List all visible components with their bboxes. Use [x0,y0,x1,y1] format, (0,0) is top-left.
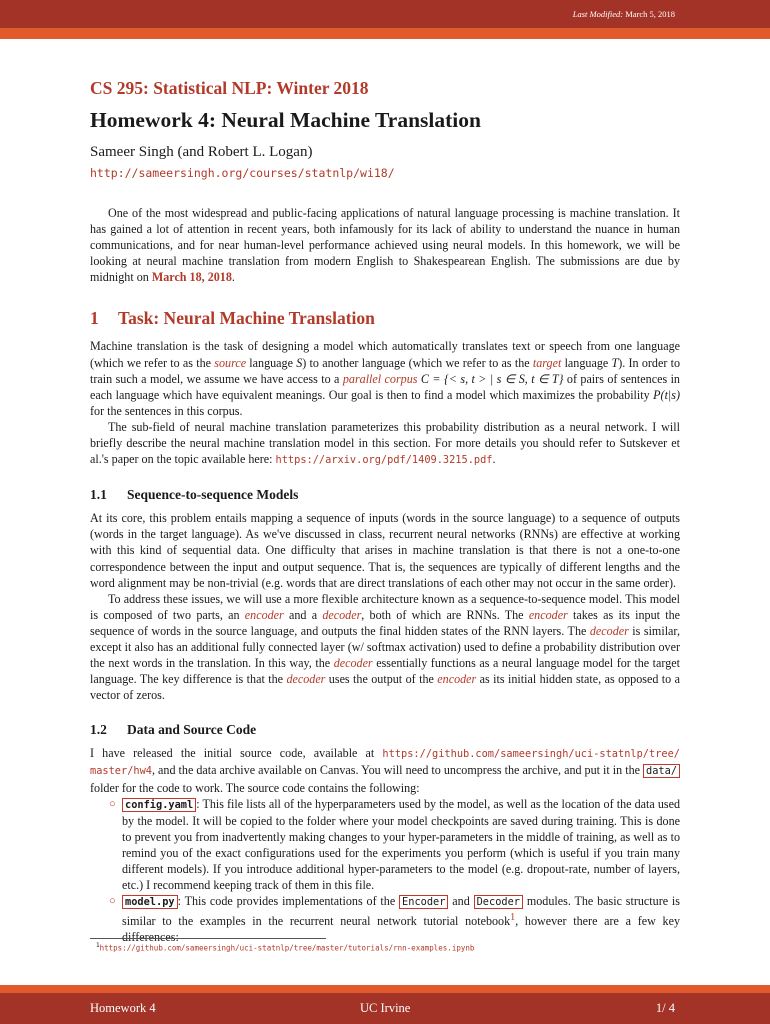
homework-title: Homework 4: Neural Machine Translation [90,108,481,132]
footnote: $^1$https://github.com/sameersingh/uci-statnlp/tree/master/tutorials/rnn-examples.ipynb [96,942,475,953]
header-bar [0,0,770,28]
footnote-link[interactable]: https://github.com/sameersingh/uci-statnlp/tree/master/tutorials/rnn-examples.ipynb [99,943,475,953]
model-file-code: model.py [122,895,178,909]
footnote-divider [90,938,326,939]
course-url-link[interactable]: http://sameersingh.org/courses/statnlp/wi18/ [90,166,395,180]
section-1-1-paragraph-2: To address these issues, we will use a more flexible architecture known as a sequence-to-sequence model. This model is composed of two parts, an encoder and a decoder, both of which are RNNs. The encoder takes as its input the sequence of words in the source language, and outputs the final hidden states of the RNN layers. The decoder is similar, except it also has an additional fully connected layer (w/ softmax activation) used to define a probability distribution over the next words in the translation. In this way, the decoder essentially functions as a neural language model for the target language. The key difference is that the decoder uses the output of the encoder as its initial hidden state, as opposed to a vector of zeros. [90,591,681,703]
authors: Sameer Singh (and Robert L. Logan) [90,144,313,160]
data-folder-code: data/ [643,764,680,778]
section-1-heading: 1 Task: Neural Machine Translation [90,308,375,329]
bullet-icon: ○ [109,797,116,810]
decoder-code: Decoder [474,895,523,909]
footer-center: UC Irvine [360,1001,411,1015]
footer-page-number: 1/ 4 [655,1001,675,1015]
list-item: ○ model.py : This code provides implementations of the Encoder and Decoder modules. The basic structure is similar to the examples in the recurrent neural network tutorial notebook$^1$, however there are a few key differences: [109,894,680,945]
section-1-paragraph-1: Machine translation is the task of designing a model which automatically translates text or speech from one language (which we refer to as the source language S) to another language (which we refer to as the target language T). In order to train such a model, we assume we have access to a parallel corpus C = {< s, t > | s ∈ S, t ∈ T} of pairs of sentences in each language which have equivalent meanings. Our goal is then to find a model which maximizes the probability P(t|s) for the sentences in this corpus. [90,339,681,418]
list-item: ○ config.yaml : This file lists all of the hyperparameters used by the model, as well as the location of the data used by the model. It will be copied to the folder where your model checkpoints are saved during training. This is done to prevent you from inadvertently making changes to your hyper-parameters in the middle of training, as well as to remind you of the exact configurations used for the experiments you perform (which is useful if you train many different models). If you introduce additional hyper-parameters to the model (e.g. dropout-rate, number of layers, etc.) I recommend keeping track of them in this file. [109,796,680,893]
intro-paragraph: One of the most widespread and public-facing applications of natural language processing is machine translation. It has gained a lot of attention in recent years, both infamously for its lack of ability to understand the nuance in human communications, and for near human-level performance achieved using neural models. In this homework, we will be looking at neural machine translation from modern English to Shakespearean English. The submissions are due by midnight on March 18, 2018. [90,206,680,285]
footnote-mark[interactable]: 1 [510,912,516,924]
bullet-icon: ○ [109,895,116,908]
corpus-formula: C = {< s, t > | s ∈ S, t ∈ T} [420,371,564,386]
section-1-2-paragraph-1: I have released the initial source code, available at https://github.com/sameersingh/uci-statnlp/tree/ master/hw4, and the data archive available on Canvas. You will need to uncompress the archive, and put it in the data/ folder for the code to work. The source code contains the following: [90,746,680,795]
footer-stripe [0,985,770,993]
arxiv-link[interactable]: https://arxiv.org/pdf/1409.3215.pdf [275,454,493,467]
document-body [90,76,680,946]
source-file-list [90,796,680,946]
section-1-paragraph-2: The sub-field of neural machine translation parameterizes this probability distribution as a neural network. I will briefly describe the neural machine translation model in this section. For more details you should refer to Sutskever et al.'s paper on the topic available here: https://arxiv.org/pdf/1409.3215.pdf. [90,419,680,467]
config-file-code: config.yaml [122,798,196,812]
last-modified: Last Modified: March 5, 2018 [572,9,675,19]
section-1-1-heading: 1.1 Sequence-to-sequence Models [90,487,299,503]
section-1-1-paragraph-1: At its core, this problem entails mapping a sequence of inputs (words in the source language) to a sequence of outputs (words in the target language). As we've discussed in class, recurrent neural networks (RNNs) are effective at working with this kind of sequential data. One difficulty that arises in machine translation is that there is not a one-to-one correspondence between the input and output sequence. That is, the sequences are typically of different lengths and the word alignment may be non-trivial (e.g. words that are direct translations of each other may not occur in the same order). [90,511,680,590]
encoder-code: Encoder [399,895,448,909]
course-title: CS 295: Statistical NLP: Winter 2018 [90,78,369,98]
footer-bar [0,993,770,1024]
footer-left: Homework 4 [90,1001,156,1015]
header-stripe [0,28,770,39]
section-1-2-heading: 1.2 Data and Source Code [90,722,257,738]
due-date: March 18, 2018 [151,270,232,285]
github-link[interactable]: https://github.com/sameersingh/uci-statnlp/tree/ master/hw4 [90,748,680,778]
